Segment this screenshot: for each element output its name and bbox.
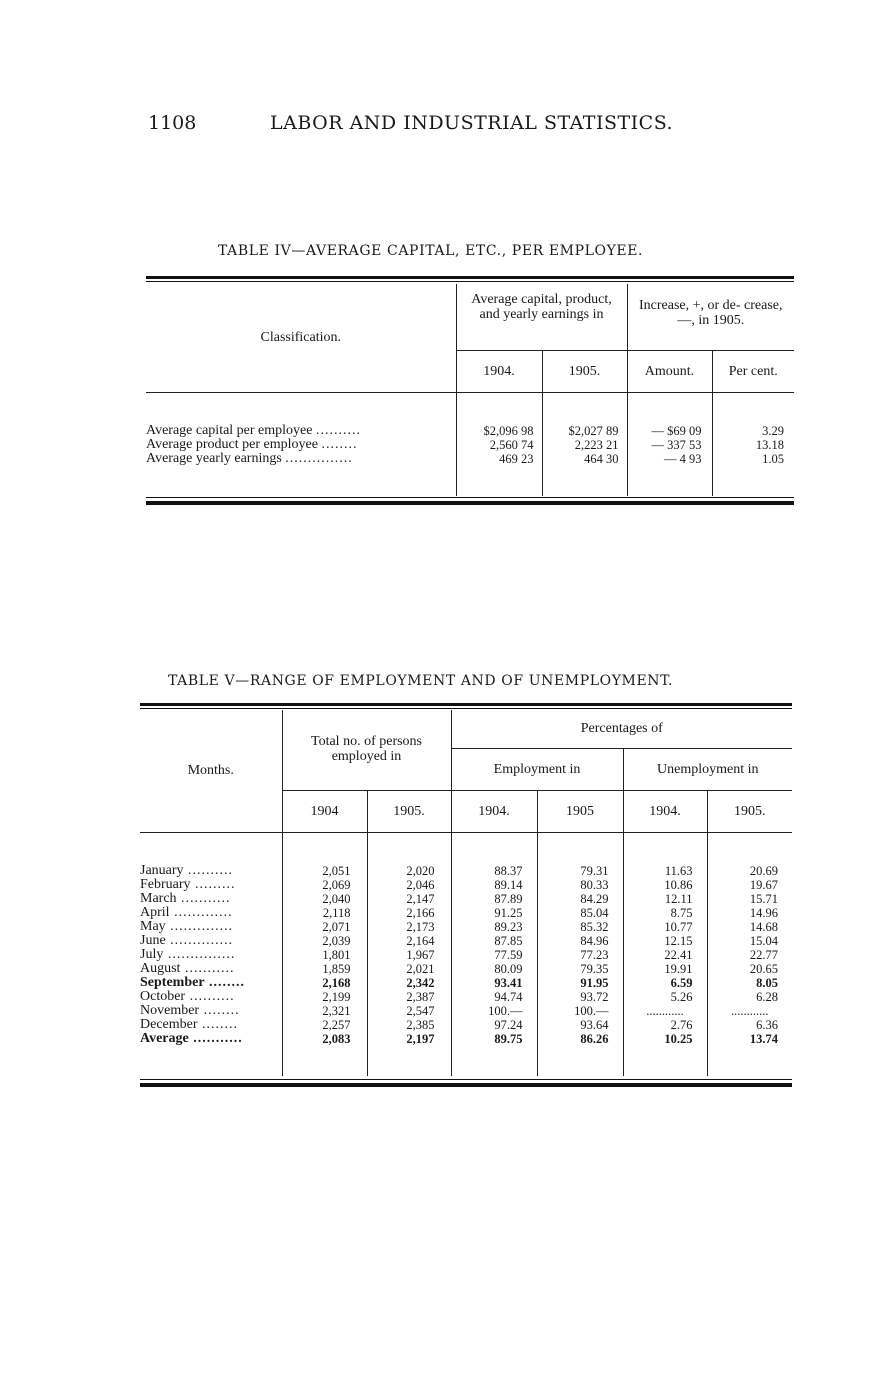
page-number: 1108 — [148, 112, 197, 134]
cell-t1904: 2,051 — [282, 864, 367, 878]
table-row — [146, 438, 794, 452]
cell-u1905: 22.77 — [707, 948, 792, 962]
table4-sub-amount: Amount. — [627, 350, 712, 392]
cell-t1904: 1,859 — [282, 962, 367, 976]
row-label: Average yearly earnings ............... — [146, 452, 353, 466]
cell-u1904: 2.76 — [623, 1018, 707, 1032]
cell-u1905: 15.04 — [707, 934, 792, 948]
cell-e1905: 80.33 — [537, 878, 623, 892]
cell-1905: $2,027 89 — [542, 424, 627, 438]
cell-amount: — 4 93 — [627, 452, 712, 466]
month-label: February ......... — [140, 878, 236, 892]
cell-1904: 469 23 — [456, 452, 542, 466]
cell-u1905: 14.96 — [707, 906, 792, 920]
table-row — [140, 934, 792, 948]
table-row — [140, 878, 792, 892]
cell-e1904: 93.41 — [451, 976, 537, 990]
cell-e1904: 89.23 — [451, 920, 537, 934]
cell-e1905: 85.32 — [537, 920, 623, 934]
cell-t1904: 2,040 — [282, 892, 367, 906]
month-label: June .............. — [140, 934, 234, 948]
table-row — [140, 1004, 792, 1018]
table-row — [140, 906, 792, 920]
table-row — [140, 920, 792, 934]
month-label: March ........... — [140, 892, 231, 906]
table5-col-months: Months. — [140, 710, 282, 832]
table4-top-rule — [146, 276, 794, 279]
cell-t1905: 2,166 — [367, 906, 451, 920]
cell-e1904: 88.37 — [451, 864, 537, 878]
cell-e1905: 91.95 — [537, 976, 623, 990]
row-label: Average product per employee ........ — [146, 438, 358, 452]
table5-col-unemployment: Unemployment in — [623, 748, 792, 790]
table-row — [140, 892, 792, 906]
cell-1905: 464 30 — [542, 452, 627, 466]
month-label: November ........ — [140, 1004, 240, 1018]
cell-e1904: 89.14 — [451, 878, 537, 892]
cell-percent: 13.18 — [712, 438, 794, 452]
cell-u1904: 10.25 — [623, 1032, 707, 1046]
cell-u1904: 19.91 — [623, 962, 707, 976]
table4-sub-percent: Per cent. — [712, 350, 794, 392]
cell-u1905: 15.71 — [707, 892, 792, 906]
table5-sub-t1904: 1904 — [282, 790, 367, 832]
cell-t1904: 2,039 — [282, 934, 367, 948]
table5-sub-e1904: 1904. — [451, 790, 537, 832]
cell-t1905: 2,046 — [367, 878, 451, 892]
page-header — [148, 112, 688, 138]
cell-t1905: 2,387 — [367, 990, 451, 1004]
month-label: October .......... — [140, 990, 235, 1004]
table4-col-classification: Classification. — [146, 284, 456, 392]
cell-t1905: 2,197 — [367, 1032, 451, 1046]
cell-e1905: 93.72 — [537, 990, 623, 1004]
cell-e1904: 80.09 — [451, 962, 537, 976]
table5-bottom-rule — [140, 1083, 792, 1087]
cell-u1904: 8.75 — [623, 906, 707, 920]
cell-e1904: 94.74 — [451, 990, 537, 1004]
table4-sub-1905: 1905. — [542, 350, 627, 392]
cell-amount: — 337 53 — [627, 438, 712, 452]
cell-percent: 3.29 — [712, 424, 794, 438]
table4-col-group2: Increase, +, or de- crease, —, in 1905. — [627, 284, 794, 350]
month-label: April ............. — [140, 906, 233, 920]
month-label: July ............... — [140, 948, 236, 962]
cell-u1904: ............ — [623, 1004, 707, 1018]
cell-t1904: 2,071 — [282, 920, 367, 934]
table5-col-employment: Employment in — [451, 748, 623, 790]
cell-t1905: 2,164 — [367, 934, 451, 948]
table5-top-rule-thin — [140, 708, 792, 709]
cell-u1904: 22.41 — [623, 948, 707, 962]
table4-top-rule-thin — [146, 281, 794, 282]
cell-t1905: 2,342 — [367, 976, 451, 990]
cell-u1904: 6.59 — [623, 976, 707, 990]
month-label: August ........... — [140, 962, 235, 976]
cell-t1905: 2,021 — [367, 962, 451, 976]
cell-t1904: 2,069 — [282, 878, 367, 892]
cell-u1905: 6.28 — [707, 990, 792, 1004]
table5-sub-u1905: 1905. — [707, 790, 792, 832]
table-row — [140, 962, 792, 976]
table5-body — [140, 864, 792, 1046]
cell-u1905: 13.74 — [707, 1032, 792, 1046]
table-row — [140, 864, 792, 878]
table-row — [140, 990, 792, 1004]
cell-u1905: 14.68 — [707, 920, 792, 934]
cell-u1905: ............ — [707, 1004, 792, 1018]
cell-t1905: 2,173 — [367, 920, 451, 934]
cell-t1905: 2,020 — [367, 864, 451, 878]
cell-e1905: 85.04 — [537, 906, 623, 920]
table5-bottom-rule-thin — [140, 1079, 792, 1080]
cell-e1904: 89.75 — [451, 1032, 537, 1046]
table5-top-rule — [140, 703, 792, 706]
cell-percent: 1.05 — [712, 452, 794, 466]
cell-t1905: 2,147 — [367, 892, 451, 906]
cell-e1904: 87.89 — [451, 892, 537, 906]
cell-u1904: 10.86 — [623, 878, 707, 892]
row-label: Average capital per employee .......... — [146, 424, 361, 438]
table5 — [140, 710, 792, 1076]
cell-e1904: 91.25 — [451, 906, 537, 920]
cell-u1904: 5.26 — [623, 990, 707, 1004]
cell-u1904: 12.11 — [623, 892, 707, 906]
table5-col-percentages: Percentages of — [451, 710, 792, 748]
table4-col-group1: Average capital, product, and yearly earnings in — [456, 284, 627, 350]
month-label: December ........ — [140, 1018, 239, 1032]
cell-t1904: 2,168 — [282, 976, 367, 990]
month-label: Average ........... — [140, 1032, 243, 1046]
cell-e1905: 84.96 — [537, 934, 623, 948]
cell-u1905: 20.69 — [707, 864, 792, 878]
table-row — [146, 424, 794, 438]
table5-sub-t1905: 1905. — [367, 790, 451, 832]
cell-t1904: 2,321 — [282, 1004, 367, 1018]
cell-t1905: 2,547 — [367, 1004, 451, 1018]
cell-u1904: 10.77 — [623, 920, 707, 934]
cell-e1905: 79.31 — [537, 864, 623, 878]
cell-e1905: 77.23 — [537, 948, 623, 962]
cell-1905: 2,223 21 — [542, 438, 627, 452]
running-title: LABOR AND INDUSTRIAL STATISTICS. — [270, 112, 674, 134]
cell-e1905: 84.29 — [537, 892, 623, 906]
table-row — [140, 976, 792, 990]
cell-e1905: 100.— — [537, 1004, 623, 1018]
cell-e1905: 79.35 — [537, 962, 623, 976]
table-row — [140, 1018, 792, 1032]
cell-t1904: 2,257 — [282, 1018, 367, 1032]
cell-e1904: 97.24 — [451, 1018, 537, 1032]
cell-t1904: 2,199 — [282, 990, 367, 1004]
cell-e1905: 93.64 — [537, 1018, 623, 1032]
table5-title: TABLE V—RANGE OF EMPLOYMENT AND OF UNEMPLOYMENT. — [168, 673, 674, 689]
table5-col-total: Total no. of persons employed in — [282, 710, 451, 790]
table4-title: TABLE IV—AVERAGE CAPITAL, ETC., PER EMPLOYEE. — [218, 243, 644, 259]
month-label: September ........ — [140, 976, 246, 990]
cell-e1904: 100.— — [451, 1004, 537, 1018]
cell-e1905: 86.26 — [537, 1032, 623, 1046]
cell-1904: 2,560 74 — [456, 438, 542, 452]
table4-sub-1904: 1904. — [456, 350, 542, 392]
table-row — [146, 452, 794, 466]
cell-u1904: 11.63 — [623, 864, 707, 878]
table5-sub-u1904: 1904. — [623, 790, 707, 832]
cell-1904: $2,096 98 — [456, 424, 542, 438]
table-row — [140, 1032, 792, 1046]
table-row — [140, 948, 792, 962]
cell-e1904: 77.59 — [451, 948, 537, 962]
month-label: May .............. — [140, 920, 234, 934]
month-label: January .......... — [140, 864, 234, 878]
table4-bottom-rule — [146, 501, 794, 505]
cell-t1904: 2,083 — [282, 1032, 367, 1046]
cell-t1905: 1,967 — [367, 948, 451, 962]
cell-amount: — $69 09 — [627, 424, 712, 438]
table5-sub-e1905: 1905 — [537, 790, 623, 832]
cell-u1905: 19.67 — [707, 878, 792, 892]
cell-t1905: 2,385 — [367, 1018, 451, 1032]
cell-u1905: 8.05 — [707, 976, 792, 990]
cell-u1905: 20.65 — [707, 962, 792, 976]
cell-u1905: 6.36 — [707, 1018, 792, 1032]
table4 — [146, 284, 794, 496]
cell-t1904: 1,801 — [282, 948, 367, 962]
table4-bottom-rule-thin — [146, 497, 794, 498]
cell-t1904: 2,118 — [282, 906, 367, 920]
cell-u1904: 12.15 — [623, 934, 707, 948]
cell-e1904: 87.85 — [451, 934, 537, 948]
